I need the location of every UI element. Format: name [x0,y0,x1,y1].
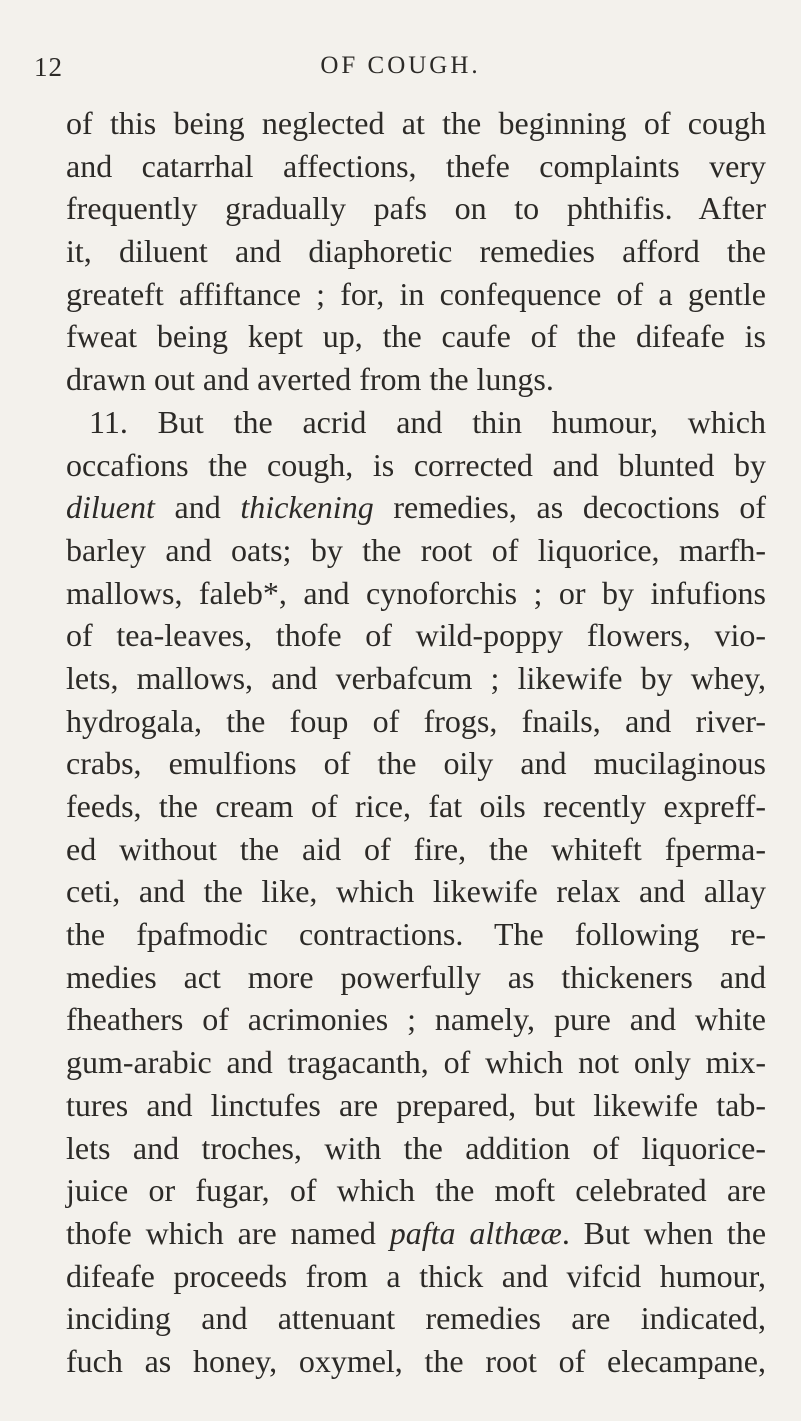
text-line: of tea-leaves, thofe of wild-poppy flowers, vio- [66,617,766,654]
text-line: fuch as honey, oxymel, the root of elecampane, [66,1342,766,1379]
text-line: lets and troches, with the addition of liquorice- [66,1129,766,1166]
text-line: occafions the cough, is corrected and blunted by [66,446,766,483]
text-line: fheathers of acrimonies ; namely, pure and white [66,1001,766,1038]
text-line: ed without the aid of fire, the whiteft fperma- [66,830,766,867]
text-line: of this being neglected at the beginning of cough [66,105,766,141]
text-line: and catarrhal affections, thefe complaints very [66,147,766,184]
text-line: difeafe proceeds from a thick and vifcid humour, [66,1257,766,1294]
text-line: mallows, faleb*, and cynoforchis ; or by infufions [66,574,766,611]
page-header [0,52,801,86]
text-line: it, diluent and diaphoretic remedies afford the [66,233,766,270]
text-line-with-italics: thofe which are named pafta althææ. But when the [66,1214,767,1251]
text-line: frequently gradually pafs on to phthifis. After [66,190,766,227]
text-line: greateft affiftance ; for, in confequence of a gentle [66,275,766,312]
text-line: lets, mallows, and verbafcum ; likewife by whey, [66,659,766,696]
text-line: the fpafmodic contractions. The following re- [66,916,766,953]
text-line: gum-arabic and tragacanth, of which not only mix- [66,1044,766,1081]
paragraph-start-line: 11. But the acrid and thin humour, which [89,403,766,440]
text-line: hydrogala, the foup of frogs, fnails, and river- [66,702,766,739]
text-line-with-italics: diluent and thickening remedies, as decoctions of [66,489,766,526]
text-line: juice or fugar, of which the moft celebrated are [66,1172,766,1209]
text-line: inciding and attenuant remedies are indicated, [66,1300,766,1337]
text-line: ceti, and the like, which likewife relax and allay [66,873,766,910]
page-number: 12 [34,52,63,82]
italic-term-pasta-althaeae: pafta althææ [389,1214,562,1251]
italic-term-diluent: diluent [66,489,155,526]
text-line: medies act more powerfully as thickeners and [66,958,766,995]
text-line: fweat being kept up, the caufe of the difeafe is [66,318,766,355]
body-text [66,102,766,1383]
text-line: tures and linctufes are prepared, but likewife tab- [66,1086,766,1123]
text-line: drawn out and averted from the lungs. [66,361,554,398]
text-line: feeds, the cream of rice, fat oils recently expreff- [66,788,766,824]
italic-term-thickening: thickening [240,489,374,526]
text-line: crabs, emulfions of the oily and mucilaginous [66,745,766,782]
running-head: OF COUGH. [320,52,481,79]
text-line: barley and oats; by the root of liquorice, marfh- [66,531,766,568]
